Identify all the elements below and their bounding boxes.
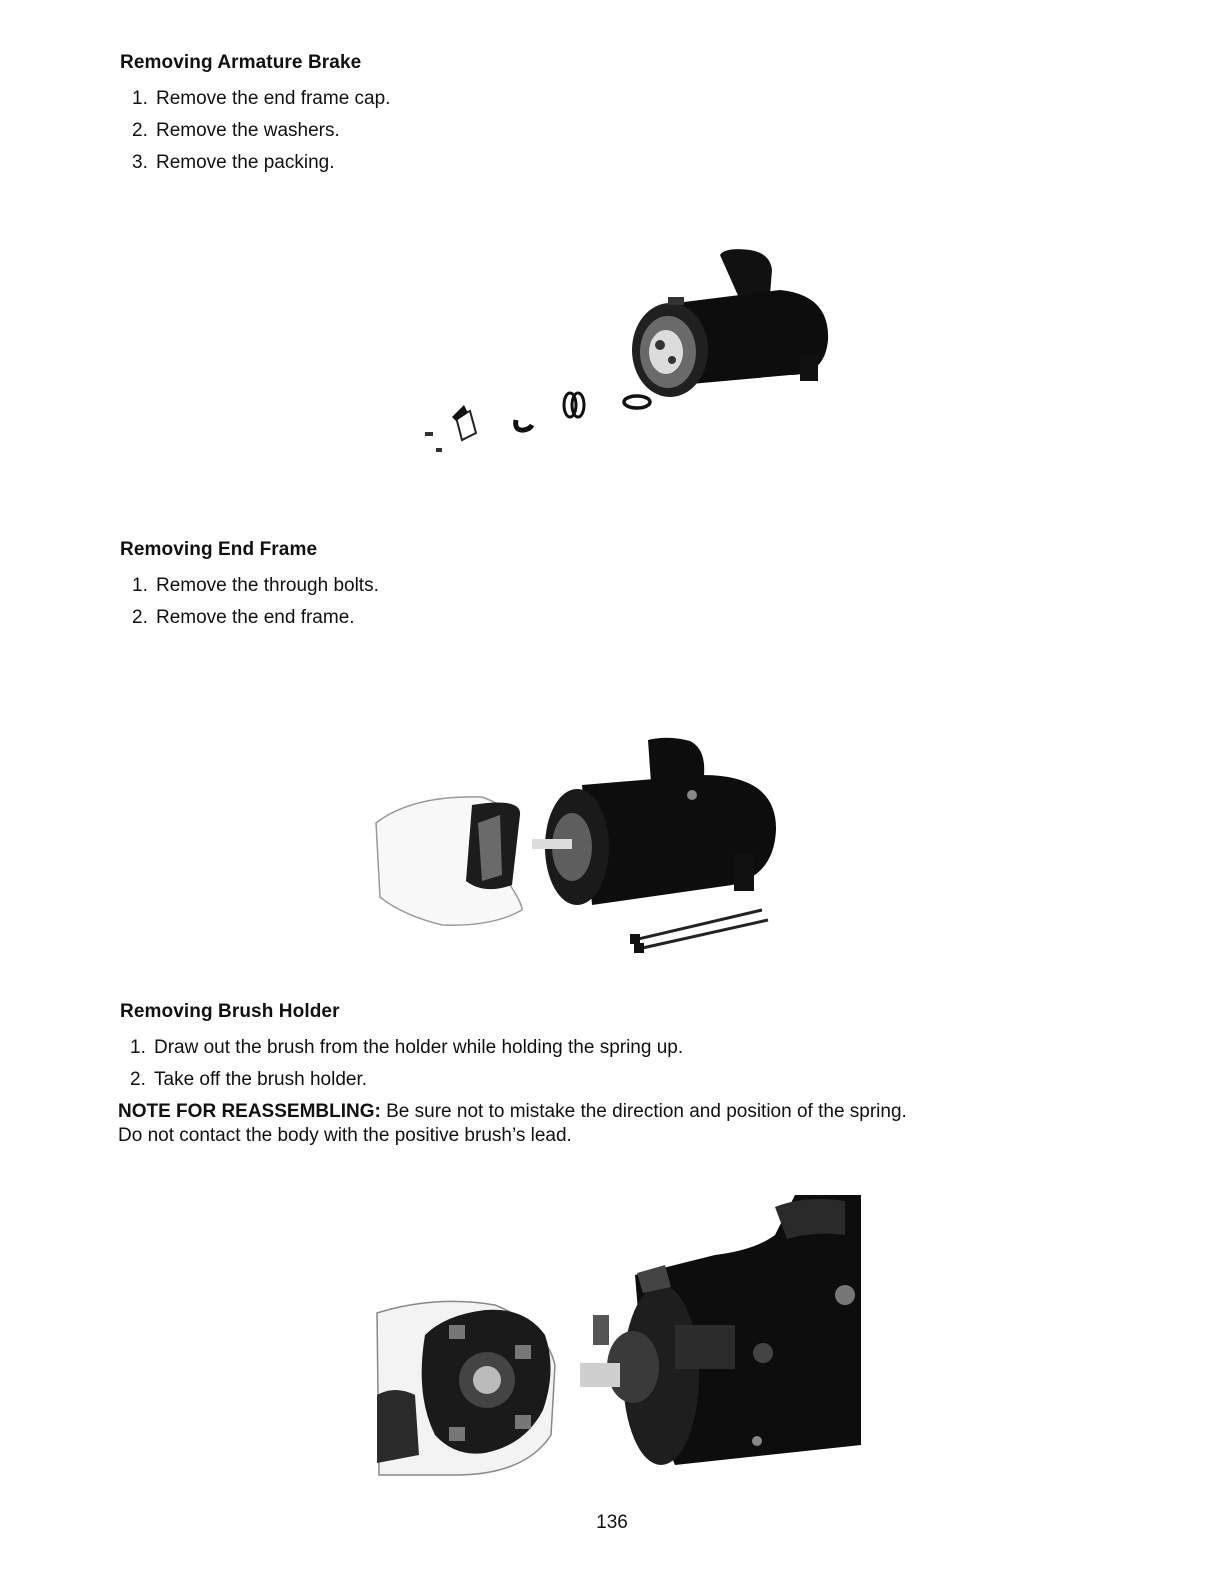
- step-number: 2.: [132, 607, 148, 628]
- step-text: Remove the end frame cap.: [156, 88, 391, 109]
- step-list: [120, 1032, 1020, 1096]
- list-item: [132, 602, 1020, 634]
- step-number: 1.: [132, 575, 148, 596]
- step-number: 3.: [132, 152, 148, 173]
- list-item: [132, 83, 1020, 115]
- step-text: Take off the brush holder.: [154, 1069, 368, 1090]
- end-frame-photo: [372, 735, 792, 970]
- starter-motor-illustration: [532, 738, 776, 905]
- note-line-2: Do not contact the body with the positive brush’s lead.: [118, 1125, 572, 1146]
- through-bolts: [630, 910, 768, 953]
- page-number: 136: [596, 1512, 628, 1533]
- note-line-1: [118, 1100, 1020, 1124]
- step-text: Remove the through bolts.: [156, 575, 379, 596]
- list-item: [132, 570, 1020, 602]
- note-label: NOTE FOR REASSEMBLING:: [118, 1101, 381, 1122]
- starter-motor-illustration: [580, 1195, 861, 1465]
- end-frame-cap: [452, 405, 476, 440]
- reassembly-note: [118, 1100, 1020, 1148]
- section-removing-armature-brake: [120, 52, 1020, 179]
- step-list: [120, 570, 1020, 634]
- section-removing-brush-holder: [120, 1001, 1020, 1148]
- armature-brake-photo: [420, 245, 840, 465]
- section-removing-end-frame: [120, 539, 1020, 634]
- brush-holder-photo: [375, 1195, 865, 1490]
- step-text: Remove the end frame.: [156, 607, 355, 628]
- step-list: [120, 83, 1020, 179]
- step-text: Remove the washers.: [156, 120, 340, 141]
- washers: [564, 393, 584, 417]
- list-item: [132, 147, 1020, 179]
- hand-with-brush-holder: [377, 1301, 555, 1475]
- list-item: [132, 115, 1020, 147]
- section-heading: Removing Armature Brake: [120, 52, 362, 73]
- list-item: [130, 1032, 1020, 1064]
- step-number: 1.: [130, 1037, 146, 1058]
- step-text: Remove the packing.: [156, 152, 335, 173]
- section-heading: Removing Brush Holder: [120, 1001, 340, 1022]
- step-number: 2.: [130, 1069, 146, 1090]
- clip: [516, 420, 532, 430]
- step-number: 2.: [132, 120, 148, 141]
- starter-motor-illustration: [632, 249, 828, 397]
- note-text: Be sure not to mistake the direction and position of the spring.: [386, 1101, 907, 1122]
- list-item: [130, 1064, 1020, 1096]
- section-heading: Removing End Frame: [120, 539, 318, 560]
- packing-ring: [624, 396, 650, 408]
- step-number: 1.: [132, 88, 148, 109]
- step-text: Draw out the brush from the holder while holding the spring up.: [154, 1037, 684, 1058]
